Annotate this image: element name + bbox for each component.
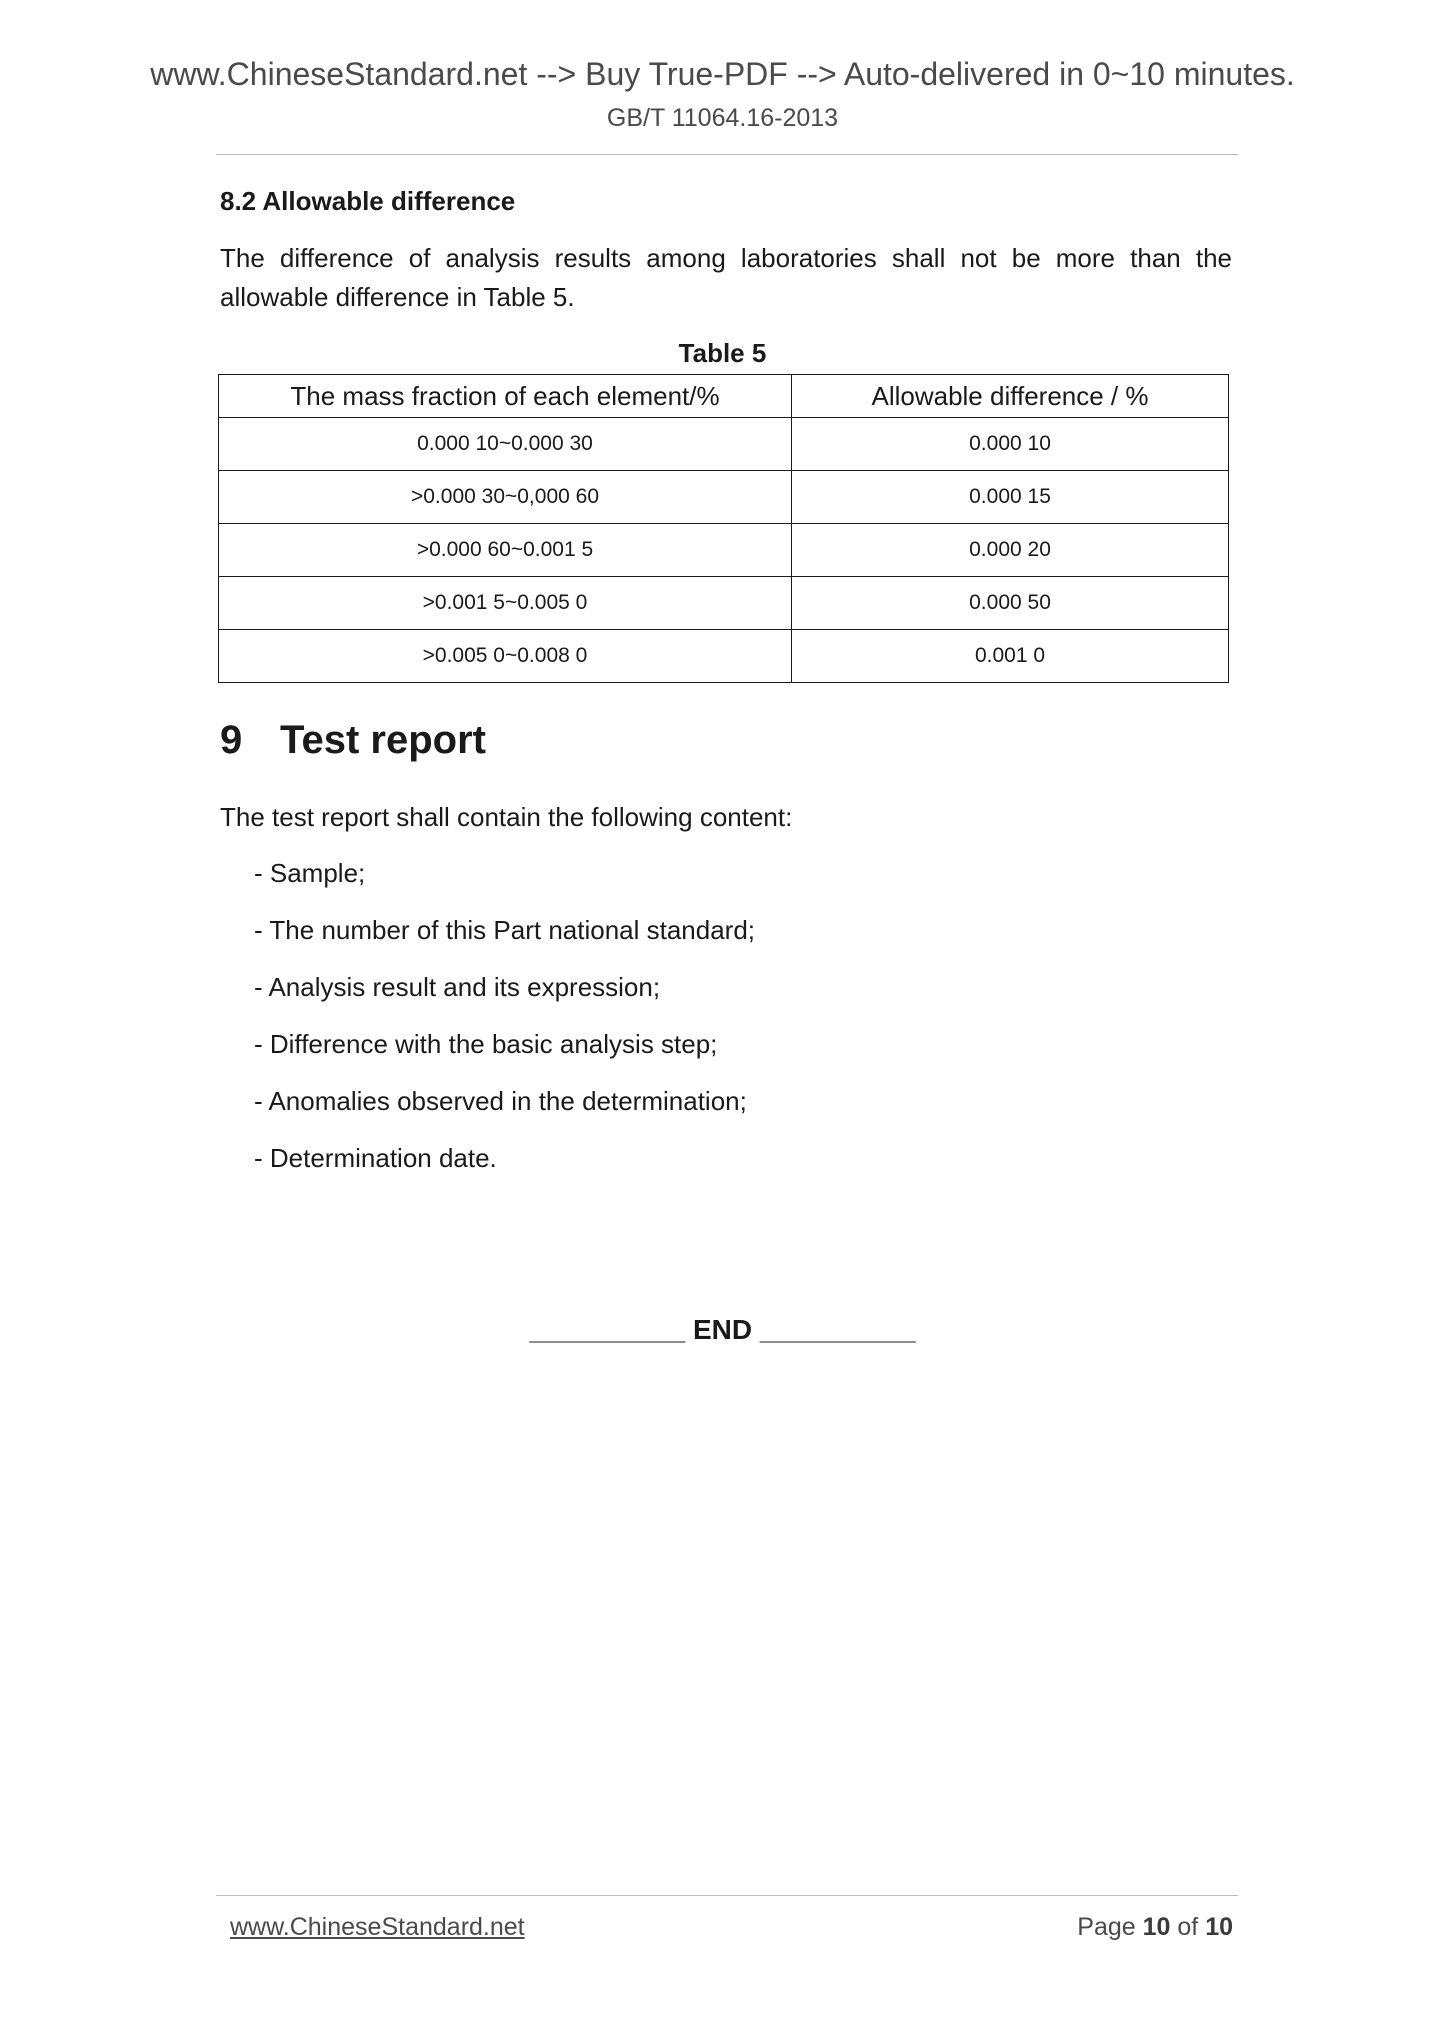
section-8-2-paragraph: The difference of analysis results among laboratories shall not be more than the allowable difference in Table 5.: [220, 243, 1232, 312]
list-item: - Difference with the basic analysis step;: [254, 1029, 718, 1059]
footer-link[interactable]: www.ChineseStandard.net: [230, 1913, 525, 1941]
allowable-difference-cell: 0.000 20: [792, 524, 1229, 577]
table-row: [219, 418, 1229, 471]
page-of: of: [1177, 1913, 1199, 1941]
section-9-intro: The test report shall contain the following content:: [220, 802, 793, 832]
allowable-difference-cell: 0.000 15: [792, 471, 1229, 524]
allowable-difference-cell: 0.000 50: [792, 577, 1229, 630]
list-item: - Analysis result and its expression;: [254, 972, 661, 1002]
table-row: [219, 471, 1229, 524]
section-8-2-title: 8.2 Allowable difference: [220, 186, 516, 216]
end-marker: __________ END __________: [529, 1314, 916, 1345]
page-total: 10: [1205, 1913, 1233, 1941]
table-5-caption: Table 5: [678, 338, 767, 368]
mass-fraction-cell: >0.000 60~0.001 5: [219, 524, 792, 577]
column-header-mass-fraction: The mass fraction of each element/%: [219, 375, 792, 418]
section-9-number: 9: [220, 718, 243, 762]
mass-fraction-cell: >0.005 0~0.008 0: [219, 630, 792, 683]
footer-divider: [216, 1895, 1238, 1896]
test-report-content-list: [254, 845, 755, 1187]
list-item: - The number of this Part national standard;: [254, 915, 756, 945]
header-banner: www.ChineseStandard.net --> Buy True-PDF --> Auto-delivered in 0~10 minutes.: [150, 56, 1295, 92]
mass-fraction-cell: 0.000 10~0.000 30: [219, 418, 792, 471]
page-current: 10: [1142, 1913, 1171, 1941]
list-item: - Sample;: [254, 858, 366, 888]
page-prefix: Page: [1077, 1913, 1136, 1941]
table-row: [219, 524, 1229, 577]
mass-fraction-cell: >0.000 30~0,000 60: [219, 471, 792, 524]
table-row: [219, 577, 1229, 630]
section-9-title: Test report: [280, 718, 486, 762]
mass-fraction-cell: >0.001 5~0.005 0: [219, 577, 792, 630]
list-item: - Anomalies observed in the determination;: [254, 1086, 747, 1116]
table-header-row: [219, 375, 1229, 418]
column-header-allowable-difference: Allowable difference / %: [792, 375, 1229, 418]
page-indicator: [1077, 1913, 1233, 1942]
list-item: - Determination date.: [254, 1143, 497, 1173]
allowable-difference-cell: 0.000 10: [792, 418, 1229, 471]
header-divider: [216, 154, 1238, 155]
section-9-heading: [220, 718, 486, 763]
standard-number: GB/T 11064.16-2013: [606, 104, 839, 132]
table-row: [219, 630, 1229, 683]
allowable-difference-table: [218, 374, 1229, 683]
allowable-difference-cell: 0.001 0: [792, 630, 1229, 683]
